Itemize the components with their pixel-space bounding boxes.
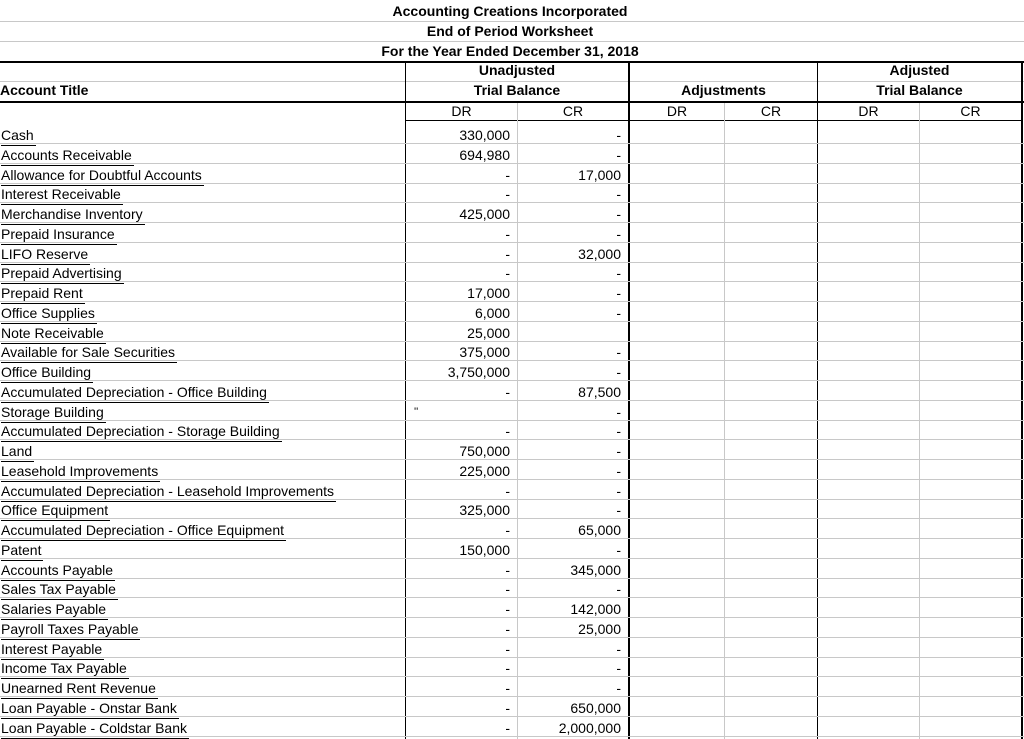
unadjusted-cr-cell[interactable]: - xyxy=(616,364,621,380)
unadjusted-header-1: Unadjusted xyxy=(478,62,556,78)
unadjusted-dr-cell[interactable]: - xyxy=(505,581,510,598)
account-title-cell[interactable]: Available for Sale Securities xyxy=(1,342,177,363)
unadjusted-dr-cell[interactable]: - xyxy=(505,561,510,578)
unadjusted-dr-cell[interactable]: - xyxy=(505,482,510,499)
unadjusted-header-2: Trial Balance xyxy=(473,82,561,98)
header-gridline xyxy=(0,41,1024,42)
account-title-cell[interactable]: Interest Receivable xyxy=(1,184,123,205)
unadjusted-dr-cell[interactable]: 425,000 xyxy=(459,206,510,222)
table-row xyxy=(0,341,1024,361)
table-row xyxy=(0,618,1024,638)
unadjusted-cr-cell[interactable]: - xyxy=(616,285,621,301)
unadjusted-dr-cell[interactable]: - xyxy=(505,423,510,440)
unadjusted-dr-cell[interactable]: 330,000 xyxy=(459,127,510,143)
table-row xyxy=(0,164,1024,184)
account-title-cell[interactable]: Cash xyxy=(1,125,36,146)
unadjusted-dr-cell[interactable]: - xyxy=(505,166,510,183)
unadjusted-cr-cell[interactable]: 17,000 xyxy=(578,166,621,183)
table-row xyxy=(0,638,1024,658)
account-title-cell[interactable]: Loan Payable - Onstar Bank xyxy=(1,698,179,719)
unadjusted-dr-cell[interactable]: 225,000 xyxy=(459,462,510,479)
table-row xyxy=(0,124,1024,144)
unadjusted-dr-cell[interactable]: 17,000 xyxy=(467,285,510,301)
subheader-rule xyxy=(406,120,1023,121)
table-row xyxy=(0,519,1024,539)
unadjusted-cr-cell[interactable]: 142,000 xyxy=(570,601,621,617)
account-title-cell[interactable]: Accounts Payable xyxy=(1,560,115,581)
adjustments-dr-header: DR xyxy=(666,103,688,119)
unadjusted-dr-cell[interactable]: 6,000 xyxy=(474,304,510,321)
unadjusted-cr-header: CR xyxy=(562,103,584,119)
account-title-cell[interactable]: Land xyxy=(1,441,34,462)
table-row xyxy=(0,420,1024,440)
account-title-cell[interactable]: Office Supplies xyxy=(1,303,97,324)
account-title-cell[interactable]: Unearned Rent Revenue xyxy=(1,678,158,699)
unadjusted-dr-cell[interactable]: 694,980 xyxy=(459,146,510,163)
unadjusted-dr-cell[interactable]: - xyxy=(505,601,510,617)
unadjusted-dr-cell[interactable]: - xyxy=(505,265,510,282)
unadjusted-cr-cell[interactable]: 345,000 xyxy=(570,561,621,578)
worksheet-title: End of Period Worksheet xyxy=(426,23,594,39)
unadjusted-dr-cell[interactable]: 3,750,000 xyxy=(447,364,510,380)
unadjusted-dr-cell[interactable]: 375,000 xyxy=(459,344,510,361)
unadjusted-dr-cell[interactable]: - xyxy=(505,620,510,637)
unadjusted-cr-cell[interactable]: - xyxy=(616,482,621,499)
unadjusted-cr-cell[interactable]: - xyxy=(616,403,621,420)
table-row xyxy=(0,401,1024,421)
account-title-cell[interactable]: Allowance for Doubtful Accounts xyxy=(1,165,204,186)
table-row xyxy=(0,262,1024,282)
table-row xyxy=(0,677,1024,697)
account-title-cell[interactable]: Office Equipment xyxy=(1,500,110,521)
unadjusted-dr-cell[interactable]: - xyxy=(505,245,510,262)
account-title-cell[interactable]: Sales Tax Payable xyxy=(1,579,118,600)
account-title-cell[interactable]: Leasehold Improvements xyxy=(1,461,160,482)
account-title-cell[interactable]: Storage Building xyxy=(1,402,106,423)
unadjusted-dr-cell[interactable]: 25,000 xyxy=(467,324,510,341)
table-row xyxy=(0,203,1024,223)
table-row xyxy=(0,302,1024,322)
table-row xyxy=(0,598,1024,618)
unadjusted-cr-cell[interactable]: - xyxy=(616,344,621,361)
unadjusted-cr-cell[interactable]: - xyxy=(616,680,621,696)
adjusted-header-2: Trial Balance xyxy=(876,82,963,98)
table-row xyxy=(0,361,1024,381)
unadjusted-cr-cell[interactable]: - xyxy=(616,541,621,558)
unadjusted-dr-cell[interactable]: - xyxy=(505,719,510,736)
account-title-cell[interactable]: Income Tax Payable xyxy=(1,658,129,679)
account-title-cell[interactable]: Accumulated Depreciation - Office Equipment xyxy=(1,520,286,541)
unadjusted-cr-cell[interactable]: - xyxy=(616,127,621,143)
unadjusted-cr-cell[interactable]: - xyxy=(616,462,621,479)
table-row xyxy=(0,539,1024,559)
header-gridline xyxy=(0,21,1024,22)
unadjusted-cr-cell[interactable] xyxy=(520,323,621,343)
table-row xyxy=(0,460,1024,480)
unadjusted-cr-cell[interactable]: 650,000 xyxy=(570,699,621,716)
account-title-cell[interactable]: Prepaid Advertising xyxy=(1,263,124,284)
unadjusted-cr-cell[interactable]: 25,000 xyxy=(578,620,621,637)
unadjusted-cr-cell[interactable]: - xyxy=(616,265,621,282)
table-row xyxy=(0,223,1024,243)
unadjusted-cr-cell[interactable]: 32,000 xyxy=(578,245,621,262)
unadjusted-cr-cell[interactable]: - xyxy=(616,640,621,657)
account-title-cell[interactable]: Interest Payable xyxy=(1,639,104,660)
worksheet-period: For the Year Ended December 31, 2018 xyxy=(381,43,639,59)
table-row xyxy=(0,282,1024,302)
table-row xyxy=(0,697,1024,717)
unadjusted-dr-cell[interactable]: 150,000 xyxy=(459,541,510,558)
unadjusted-dr-cell[interactable] xyxy=(406,402,510,422)
adjusted-dr-header: DR xyxy=(858,103,879,119)
table-row xyxy=(0,578,1024,598)
account-title-cell[interactable]: LIFO Reserve xyxy=(1,244,90,265)
unadjusted-cr-cell[interactable]: - xyxy=(616,581,621,598)
account-title-cell[interactable]: Salaries Payable xyxy=(1,599,108,620)
company-name: Accounting Creations Incorporated xyxy=(392,3,628,19)
unadjusted-dr-header: DR xyxy=(451,103,472,119)
table-row xyxy=(0,657,1024,677)
table-row xyxy=(0,499,1024,519)
account-title-cell[interactable]: Accounts Receivable xyxy=(1,145,134,166)
unadjusted-cr-cell[interactable]: 2,000,000 xyxy=(558,719,621,736)
table-row xyxy=(0,183,1024,203)
table-row xyxy=(0,440,1024,460)
unadjusted-dr-cell[interactable]: - xyxy=(505,186,510,203)
account-title-cell[interactable]: Prepaid Rent xyxy=(1,283,85,304)
account-title-cell[interactable]: Accumulated Depreciation - Leasehold Improvements xyxy=(1,481,336,502)
unadjusted-dr-cell[interactable]: - xyxy=(505,522,510,538)
unadjusted-cr-cell[interactable]: - xyxy=(616,186,621,203)
account-title-cell[interactable]: Prepaid Insurance xyxy=(1,224,117,245)
table-row xyxy=(0,480,1024,500)
adjustments-header: Adjustments xyxy=(681,82,766,98)
account-title-cell[interactable]: Loan Payable - Coldstar Bank xyxy=(1,718,189,739)
table-row xyxy=(0,559,1024,579)
unadjusted-dr-cell[interactable]: - xyxy=(505,699,510,716)
unadjusted-cr-cell[interactable]: - xyxy=(616,225,621,242)
unadjusted-cr-cell[interactable]: - xyxy=(616,423,621,440)
unadjusted-dr-cell[interactable]: 325,000 xyxy=(459,502,510,519)
unadjusted-dr-cell[interactable]: - xyxy=(505,225,510,242)
table-row xyxy=(0,322,1024,342)
unadjusted-cr-cell[interactable]: - xyxy=(616,206,621,222)
adjustments-cr-header: CR xyxy=(760,103,782,119)
table-row xyxy=(0,381,1024,401)
cell-mark: '' xyxy=(414,405,419,418)
account-title-cell[interactable]: Office Building xyxy=(1,362,93,383)
unadjusted-dr-cell[interactable]: 750,000 xyxy=(459,443,510,459)
unadjusted-dr-cell[interactable]: - xyxy=(505,660,510,677)
account-title-header: Account Title xyxy=(0,82,89,98)
account-title-cell[interactable]: Accumulated Depreciation - Office Building xyxy=(1,382,269,403)
unadjusted-cr-cell[interactable]: - xyxy=(616,660,621,677)
table-row xyxy=(0,243,1024,263)
table-row xyxy=(0,144,1024,164)
table-row xyxy=(0,717,1024,737)
unadjusted-cr-cell[interactable]: - xyxy=(616,146,621,163)
unadjusted-dr-cell[interactable]: - xyxy=(505,383,510,400)
adjusted-cr-header: CR xyxy=(960,103,981,119)
unadjusted-cr-cell[interactable]: - xyxy=(616,443,621,459)
unadjusted-cr-cell[interactable]: 87,500 xyxy=(578,383,621,400)
account-title-cell[interactable]: Merchandise Inventory xyxy=(1,204,145,225)
account-title-cell[interactable]: Payroll Taxes Payable xyxy=(1,619,140,640)
unadjusted-dr-cell[interactable]: - xyxy=(505,680,510,696)
account-title-cell[interactable]: Note Receivable xyxy=(1,323,106,344)
unadjusted-cr-cell[interactable]: - xyxy=(616,304,621,321)
unadjusted-dr-cell[interactable]: - xyxy=(505,640,510,657)
unadjusted-cr-cell[interactable]: 65,000 xyxy=(578,522,621,538)
adjusted-header-1: Adjusted xyxy=(889,62,950,78)
account-title-cell[interactable]: Patent xyxy=(1,540,43,561)
account-title-cell[interactable]: Accumulated Depreciation - Storage Building xyxy=(1,421,282,442)
unadjusted-cr-cell[interactable]: - xyxy=(616,502,621,519)
